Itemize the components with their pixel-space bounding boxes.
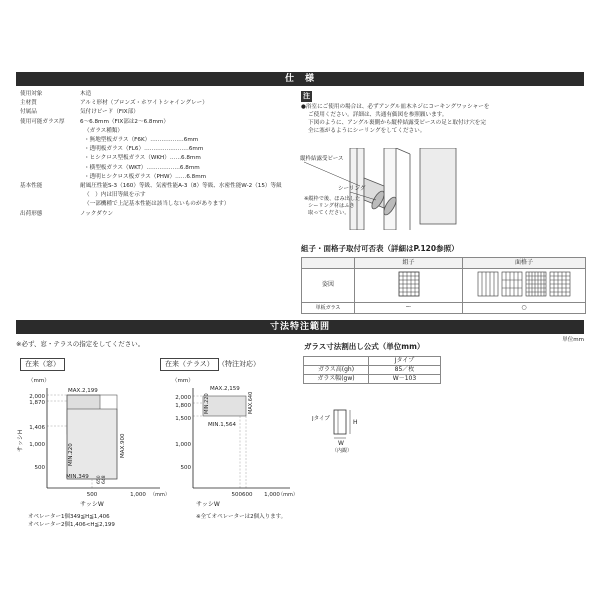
spec-value: （ガラス種類） bbox=[84, 127, 123, 134]
glass-type-header: Jタイプ bbox=[369, 357, 441, 366]
note-text bbox=[301, 103, 586, 135]
note-line: 全に塞がるようにシーリングをしてください。 bbox=[308, 128, 426, 135]
spec-value: 気付けビード（FIX部） bbox=[80, 109, 139, 116]
spec-row bbox=[20, 146, 203, 154]
row-single-glass: 単板ガラス bbox=[302, 303, 355, 314]
spec-row bbox=[20, 211, 113, 219]
spec-row bbox=[20, 109, 139, 117]
chart1-window bbox=[10, 374, 170, 534]
spec-row bbox=[20, 91, 91, 99]
grid-table-title: 組子・面格子取付可否表（詳細はP.120参照） bbox=[301, 244, 459, 253]
spec-value: ・無地型板ガラス（F6K）………………6mm bbox=[84, 137, 199, 143]
spec-value: ・透明板ガラス（FL6）……………………6mm bbox=[84, 146, 204, 153]
chart2-min: MIN.1,564 bbox=[208, 422, 236, 428]
note-line: ご使用ください。詳細は、共通有価図を参照願います。 bbox=[308, 112, 448, 119]
note-line: 下図のように、アングル裏側から縦枠結露受ピースの足と取付け穴を完 bbox=[308, 120, 486, 127]
spec-value: アルミ形材（ブロンズ・ホワイトシャイングレー） bbox=[80, 100, 208, 107]
spec-row bbox=[20, 201, 229, 209]
row-shape: 姿図 bbox=[302, 269, 355, 303]
spec-key: 基本性能 bbox=[20, 183, 43, 189]
spec-row bbox=[20, 100, 208, 108]
spec-key: 主材質 bbox=[20, 100, 37, 107]
spec-value: ノックダウン bbox=[80, 210, 114, 217]
chart1-ytick: 1,406 bbox=[29, 425, 45, 431]
chart2-unit: （mm） bbox=[172, 378, 194, 384]
spec-row bbox=[20, 165, 200, 173]
spec-value: ・ヒシクロス型板ガラス（WKH）……6.8mm bbox=[84, 155, 201, 162]
spec-heading: 仕 様 bbox=[16, 72, 584, 86]
note-line: ●浴室にご使用の場合は、必ずアングル皿木ネジにコーキングワッシャーを bbox=[301, 104, 490, 110]
chart1-xtick: 1,000 bbox=[130, 492, 146, 498]
col-menkoshi: 面格子 bbox=[463, 258, 586, 269]
chart1-title: 在来（窓） bbox=[20, 358, 65, 371]
glass-table bbox=[303, 356, 441, 384]
spec-value: 6〜6.8mm（FIX部は2〜6.8mm） bbox=[80, 118, 169, 125]
chart2-ytick: 1,500 bbox=[175, 416, 191, 422]
note-badge: 注 bbox=[303, 92, 310, 100]
spec-value: （ ）内は旧等級を示す bbox=[84, 192, 146, 199]
spec-row bbox=[20, 174, 206, 182]
chart2-ytick: 2,000 bbox=[175, 395, 191, 401]
chart2-max: MAX.2,159 bbox=[210, 386, 240, 392]
label-sealing: シーリング bbox=[338, 186, 366, 192]
menkoshi-patterns-icon bbox=[476, 271, 572, 297]
kumiko-grid-icon bbox=[398, 271, 420, 297]
chart2-ytick: 1,000 bbox=[175, 442, 191, 448]
chart2-xunit: （mm） bbox=[278, 492, 298, 498]
spec-row bbox=[20, 137, 198, 145]
chart1-xunit: （mm） bbox=[150, 492, 170, 498]
chart1-small-val: 648 bbox=[102, 475, 107, 484]
caption-line: シーリング材はふき bbox=[308, 203, 355, 209]
chart1-small-val: 650 bbox=[97, 475, 102, 484]
grid-table bbox=[301, 257, 586, 314]
spec-row bbox=[20, 119, 169, 127]
caption-line: 取ってください。 bbox=[308, 210, 350, 216]
spec-value: ・透明ヒシクロス板ガラス（PHW）……6.8mm bbox=[84, 173, 207, 180]
chart1-ytick: 500 bbox=[34, 465, 45, 471]
chart1-ytick: 1,870 bbox=[29, 400, 45, 406]
diagram-inner: （内観） bbox=[332, 448, 353, 454]
chart2-axis-x: サッシW bbox=[196, 501, 220, 508]
chart1-min-h: MIN.220 bbox=[68, 443, 74, 466]
glass-row-value: W－103 bbox=[369, 375, 441, 384]
chart1-note: オペレーター2個1,406<H≦2,199 bbox=[28, 522, 115, 528]
caption-line: ※縦枠で後、ほみ出した bbox=[304, 196, 361, 202]
chart1-note: オペレーター1個349≦H≦1,406 bbox=[28, 514, 110, 520]
chart1-ytick: 2,000 bbox=[29, 394, 45, 400]
chart2-max-w: MAX.640 bbox=[248, 391, 254, 414]
spec-key: 使用対象 bbox=[20, 91, 43, 97]
chart1-xtick: 500 bbox=[86, 492, 98, 498]
chart1-unit: （mm） bbox=[28, 378, 50, 384]
cell-menkoshi: ○ bbox=[463, 303, 586, 314]
chart2-xtick: 500600 bbox=[231, 492, 253, 498]
col-kumiko: 組子 bbox=[355, 258, 463, 269]
glass-row-label: ガラス高(gh) bbox=[304, 366, 369, 375]
spec-row bbox=[20, 128, 123, 136]
chart2-xtick: 1,000 bbox=[264, 492, 280, 498]
spec-key: 付属品 bbox=[20, 109, 37, 116]
unit-label: 単位mm bbox=[562, 337, 584, 343]
dims-heading: 寸法特注範囲 bbox=[16, 320, 584, 334]
spec-value: 木造 bbox=[80, 91, 92, 97]
chart1-range-lower bbox=[67, 409, 117, 479]
spec-row bbox=[20, 192, 146, 200]
spec-value: 耐風圧性能S-3（160）等級、気密性能A-3（8）等級、水密性能W-2（15）等級 bbox=[80, 183, 282, 189]
glass-title: ガラス寸法割出し公式（単位mm） bbox=[304, 342, 425, 351]
diagram-type: Jタイプ bbox=[312, 416, 330, 422]
glass-row-value: 85／枚 bbox=[369, 366, 441, 375]
sealing-illustration bbox=[300, 148, 460, 230]
spec-value: （一部機種で上記基本性能は該当しないものがあります） bbox=[84, 201, 230, 208]
instruction: ※必ず、窓・テラスの指定をしてください。 bbox=[16, 340, 145, 348]
diagram-h: H bbox=[353, 419, 358, 426]
chart1-axis-y: サッシH bbox=[17, 429, 24, 452]
cell-kumiko: ー bbox=[355, 303, 463, 314]
spec-row bbox=[20, 155, 201, 163]
chart2-ytick: 1,800 bbox=[175, 403, 191, 409]
chart2-subtitle: （特注対応） bbox=[218, 360, 260, 368]
chart2-title: 在来（テラス） bbox=[160, 358, 219, 371]
chart2-ytick: 500 bbox=[180, 465, 191, 471]
chart1-min-w: MIN.349 bbox=[66, 474, 89, 480]
chart2-terrace bbox=[160, 374, 305, 529]
label-piece: 縦枠結露受ピース bbox=[300, 156, 344, 162]
spec-value: ・横型板ガラス（WKT）………………6.8mm bbox=[84, 164, 200, 171]
chart1-max-w: MAX.900 bbox=[120, 433, 126, 458]
chart1-axis-x: サッシW bbox=[80, 501, 104, 508]
chart2-note: ※全てオペレーターは2個入ります。 bbox=[196, 514, 287, 520]
chart2-min-w: MIN.220 bbox=[204, 393, 210, 414]
spec-key: 使用可能ガラス厚 bbox=[20, 118, 65, 125]
glass-row-label: ガラス幅(gw) bbox=[304, 375, 369, 384]
glass-diagram bbox=[312, 404, 372, 454]
spec-key: 出荷形態 bbox=[20, 210, 43, 217]
diagram-w: W bbox=[338, 440, 344, 447]
chart1-ytick: 1,000 bbox=[29, 442, 45, 448]
chart1-max: MAX.2,199 bbox=[68, 388, 98, 394]
spec-row bbox=[20, 183, 282, 191]
